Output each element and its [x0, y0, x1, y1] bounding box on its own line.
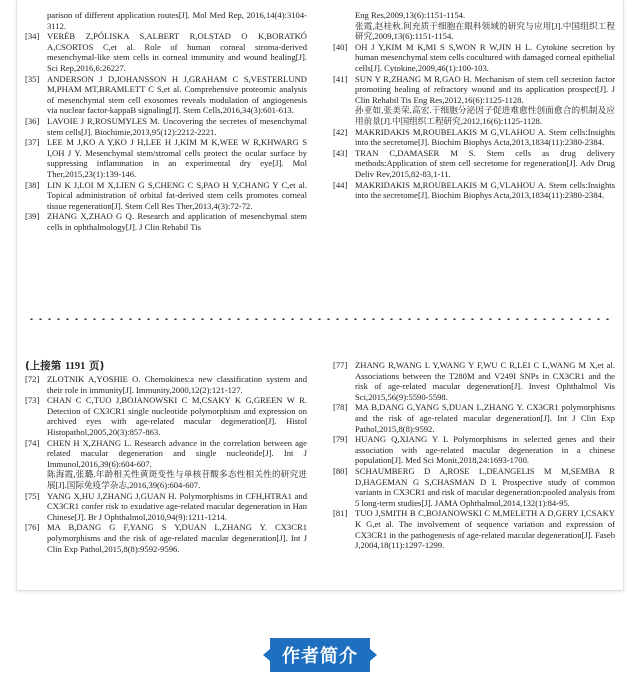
reference-number: [79]: [333, 434, 348, 445]
reference-entry: [25, 116, 307, 137]
reference-text: SUN Y R,ZHANG M R,GAO H. Mechanism of stem cell secretion factor promoting healing of refractory wound and its application prospect[J]. J Clin Rehabil Tis Eng Res,2012,16(6):1125-1128.: [355, 73, 615, 105]
references-top-left-column: [25, 10, 307, 232]
reference-entry: [25, 211, 307, 232]
reference-entry: [333, 148, 615, 180]
reference-number: [40]: [333, 41, 348, 52]
reference-text: ZHANG X,ZHAO G Q. Research and application of mesenchymal stem cells in ophthalmology[J]. J Clin Rehabil Tis: [47, 211, 307, 232]
reference-entry: [25, 31, 307, 73]
reference-entry: [333, 180, 615, 201]
reference-text: LEE M J,KO A Y,KO J H,LEE H J,KIM M K,WEE W R,KHWARG S I,OH J Y. Mesenchymal stem/stromal cells protect the ocular surface by suppressing inflammation in an experimental dry eye[J]. Mol Ther,2015,23(1):139-146.: [47, 137, 307, 179]
references-top-right-column: [333, 10, 615, 201]
reference-number: [35]: [25, 73, 40, 84]
reference-number: [74]: [25, 437, 40, 448]
reference-number: [38]: [25, 179, 40, 190]
journal-page: [16, 0, 624, 591]
author-profile-label: 作者简介: [282, 646, 358, 667]
reference-continuation: 孙亚如,张美荣,高宏.干细胞分泌因子促进难愈性创面愈合的机制及应用前景[J].中国组织工程研究,2012,16(6):1125-1128.: [355, 105, 615, 126]
author-profile-banner: [270, 638, 370, 672]
reference-number: [73]: [25, 395, 40, 406]
reference-entry: [25, 491, 307, 523]
reference-entry: [25, 180, 307, 212]
reference-entry: [333, 360, 615, 402]
heading-suffix: 页): [89, 360, 105, 372]
continued-from-heading: [25, 360, 307, 373]
reference-text: HUANG Q,XIANG Y L Polymorphisms in selected genes and their association with age-related macular degeneration in a chinese population[J]. Med Sci Monit,2018,24:1693-1700.: [355, 434, 615, 466]
reference-text: OH J Y,KIM M K,MI S S,WON R W,JIN H L. Cytokine secretion by human mesenchymal stem cells cocultured with damaged corneal epithelial cells[J]. Cytokine,2009,46(1):100-103.: [355, 41, 615, 73]
reference-text: MAKRIDAKIS M,ROUBELAKIS M G,VLAHOU A. Stem cells:Insights into the secretome[J]. Biochim Biophys Acta,2013,1834(11):2380-2384.: [355, 179, 615, 201]
reference-text: VERÉB Z,PÓLISKA S,ALBERT R,OLSTAD O K,BORATKÓ A,CSORTOS C,et al. Role of human corneal stroma-derived mesenchymal-like stem cells in corneal immunity and wound healing[J]. Sci Rep,2016,6:26227.: [47, 31, 307, 73]
reference-text: LIN K J,LOI M X,LIEN G S,CHENG C S,PAO H Y,CHANG Y C,et al. Topical administration of orbital fat-derived stem cells promotes corneal tissue regeneration[J]. Stem Cell Res Ther,2013,4(3):72-72.: [47, 179, 307, 211]
reference-number: [78]: [333, 402, 348, 413]
reference-text: ANDERSON J D,JOHANSSON H J,GRAHAM C S,VESTERLUND M,PHAM MT,BRAMLETT C S,et al. Comprehensive proteomic analysis of mesenchymal stem cell exosomes reveals modulation of angiogenesis via nuclear factor-kappaB signaling[J]. Stem Cells,2016,34(3):601-613.: [47, 73, 307, 116]
reference-text: MA B,DANG G,YANG S,DUAN L,ZHANG Y. CX3CR1 polymorphisms and the risk of age-related macular degeneration[J]. Int J Clin Exp Pathol,2015,8(8):9592.: [355, 402, 615, 434]
reference-text: LAVOIE J R,ROSUMYLES M. Uncovering the secretes of mesenchymal stem cells[J]. Biochimie,2013,95(12):2212-2221.: [47, 115, 307, 137]
reference-text: SCHAUMBERG D A,ROSE L,DEANGELIS M M,SEMBA R D,HAGEMAN G S,CHASMAN D I. Prospective study of common variants in CX3CR1 and risk of macular degeneration:pooled analysis from 5 long-term studies[J]. JAMA Ophthalmol,2014,132(1):84-95.: [355, 465, 615, 508]
references-bottom-right-column: [333, 360, 615, 551]
heading-page-number: 1191: [64, 361, 86, 372]
reference-number: [43]: [333, 147, 348, 158]
reference-text: CHEN H X,ZHANG L. Research advance in the correlation between age related macular degeneration and single nucleotide[J]. Int J Immunol,2016,39(6):604-607.: [47, 437, 307, 469]
reference-entry: [333, 127, 615, 148]
reference-entry: [333, 74, 615, 106]
reference-number: [77]: [333, 360, 348, 370]
reference-number: [75]: [25, 490, 40, 501]
reference-continuation: 陈海霞,张璐.年龄相关性黄斑变性与单核苷酸多态性相关性的研究进展[J].国际免疫学杂志,2016,39(6):604-607.: [47, 469, 307, 490]
reference-entry: [25, 74, 307, 116]
reference-entry: [333, 466, 615, 508]
reference-text: YANG X,HU J,ZHANG J,GUAN H. Polymorphisms in CFH,HTRA1 and CX3CR1 confer risk to exudative age-related macular degeneration in Han Chinese[J]. Br J Ophthalmol,2010,94(9):1211-1214.: [47, 490, 307, 522]
reference-number: [72]: [25, 374, 40, 384]
reference-number: [81]: [333, 508, 348, 519]
reference-text: ZHANG R,WANG L Y,WANG Y F,WU C R,LEI C L,WANG M X,et al. Associations between the T280M and V249I SNPs in CX3CR1 and the risk of age-related macular degeneration[J]. Invest Ophthalmol Vis Sci,2015,56(9):5590-5598.: [355, 360, 615, 402]
reference-entry: [333, 434, 615, 466]
reference-number: [41]: [333, 73, 348, 84]
reference-number: [37]: [25, 137, 40, 148]
reference-text: ZLOTNIK A,YOSHIE O. Chemokines:a new classification system and their role in immunity[J]. Immunity,2000,12(2):121-127.: [47, 374, 307, 395]
reference-text: TRAN C,DAMASER M S. Stem cells as drug delivery methods:Application of stem cell secretome for regeneration[J]. Adv Drug Deliv Rev,2015,82-83,1-11.: [355, 147, 615, 179]
heading-prefix: (上接第: [25, 360, 62, 372]
reference-continuation: parison of different application routes[J]. Mol Med Rep, 2016,14(4):3104-3112.: [47, 10, 307, 31]
reference-entry: [25, 438, 307, 470]
reference-text: TUO J,SMITH B C,BOJANOWSKI C M,MELETH A D,GERY I,CSAKY K G,et al. The involvement of sequence variation and expression of CX3CR1 in the pathogenesis of age-related macular degeneration[J]. Faseb J,2004,18(11):1297-1299.: [355, 508, 615, 551]
references-bottom-left-column: [25, 360, 307, 554]
reference-text: MAKRIDAKIS M,ROUBELAKIS M G,VLAHOU A. Stem cells:Insights into the secretome[J]. Biochim Biophys Acta,2013,1834(11):2380-2384.: [355, 126, 615, 148]
reference-entry: [25, 374, 307, 395]
reference-number: [80]: [333, 465, 348, 476]
reference-continuation: Eng Res,2009,13(6):1151-1154.: [355, 10, 466, 20]
reference-number: [36]: [25, 115, 40, 126]
reference-entry: [25, 137, 307, 179]
reference-number: [39]: [25, 211, 40, 222]
reference-number: [76]: [25, 522, 40, 533]
reference-continuation: 张霞,赵桂秋.间充质干细胞在眼科领域的研究与应用[J].中国组织工程研究,2009,13(6):1151-1154.: [355, 20, 615, 42]
reference-text: MA B,DANG G F,YANG S Y,DUAN L,ZHANG Y. CX3CR1 polymorphisms and the risk of age-related macular degeneration[J]. Int J Clin Exp Pathol,2015,8(8):9592-9596.: [47, 522, 307, 554]
reference-entry: [25, 522, 307, 554]
reference-entry: [333, 402, 615, 434]
reference-entry: [25, 395, 307, 437]
reference-number: [34]: [25, 31, 40, 42]
dotted-separator: [27, 318, 613, 320]
reference-number: [44]: [333, 179, 348, 190]
reference-number: [42]: [333, 126, 348, 137]
reference-entry: [333, 508, 615, 550]
reference-text: CHAN C C,TUO J,BOJANOWSKI C M,CSAKY K G,GREEN W R. Detection of CX3CR1 single nucleotide polymorphism and expression on archived eyes with age-related macular degeneration[J]. Histol Histopathol,2005,20(3):857-863.: [47, 395, 307, 437]
reference-entry: [333, 42, 615, 74]
